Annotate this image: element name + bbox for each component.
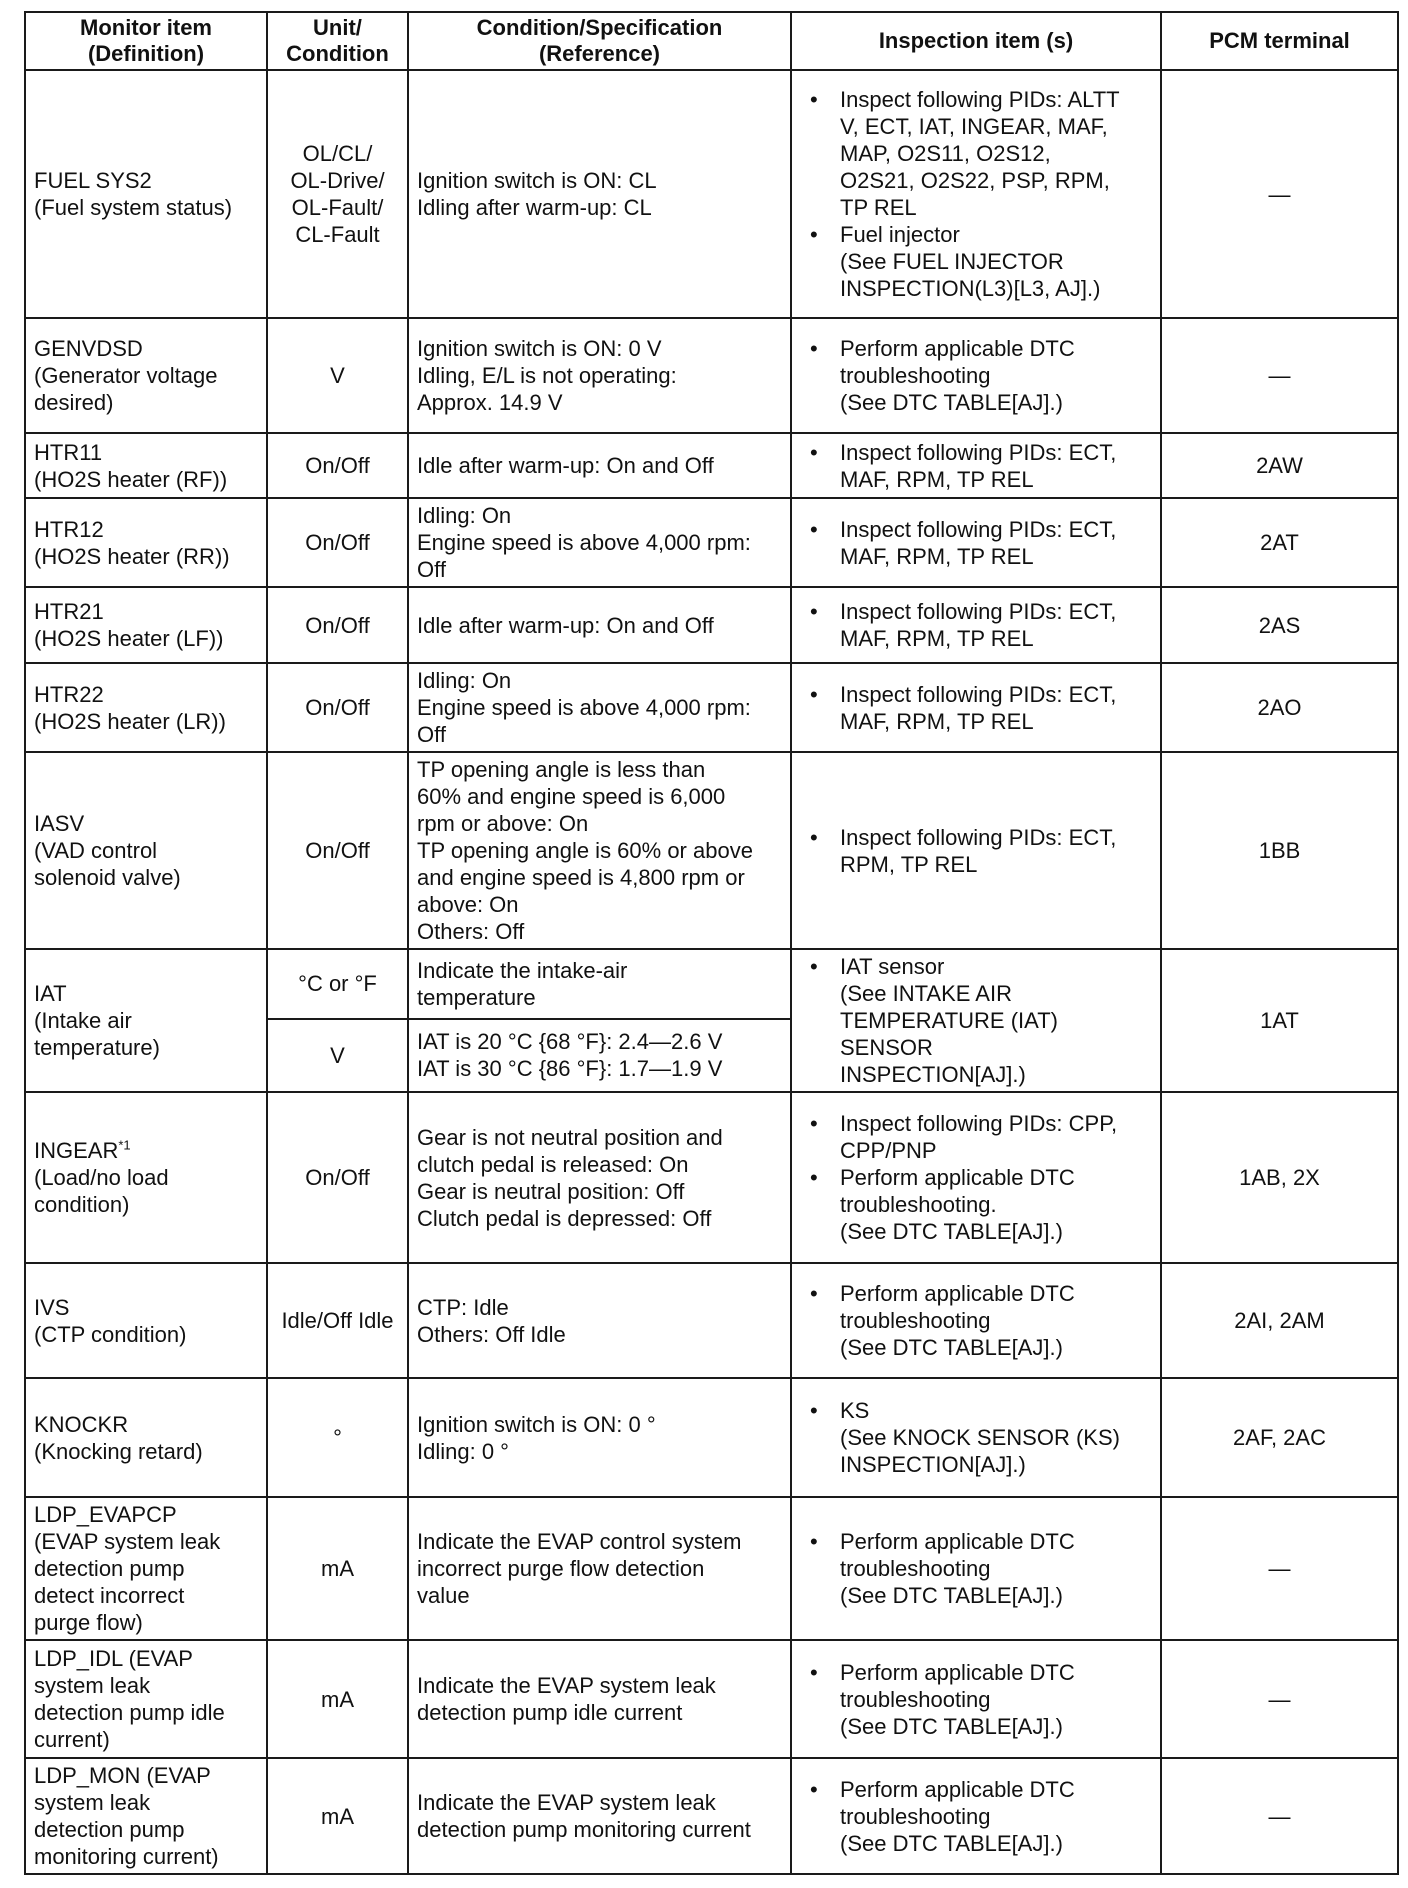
table-row [25, 70, 1398, 318]
unit-cell: Idle/Off Idle [267, 1263, 408, 1378]
condition-cell: Indicate the EVAP control system incorrect purge flow detection value [408, 1497, 791, 1640]
monitor-item-table [24, 11, 1399, 1875]
header-unit: Unit/ Condition [267, 12, 408, 70]
table-row [25, 1378, 1398, 1497]
monitor-item-cell: LDP_IDL (EVAP system leak detection pump idle current) [25, 1640, 267, 1758]
pcm-terminal-cell: 1BB [1161, 752, 1398, 949]
inspection-cell [791, 318, 1161, 433]
table-row [25, 318, 1398, 433]
table-row [25, 587, 1398, 663]
condition-cell: Indicate the EVAP system leak detection pump idle current [408, 1640, 791, 1758]
unit-cell: ° [267, 1378, 408, 1497]
table-row [25, 1497, 1398, 1640]
monitor-item-cell: HTR12 (HO2S heater (RR)) [25, 498, 267, 587]
monitor-item-cell: LDP_EVAPCP (EVAP system leak detection pump detect incorrect purge flow) [25, 1497, 267, 1640]
pcm-terminal-cell: — [1161, 1640, 1398, 1758]
condition-cell: Ignition switch is ON: 0 V Idling, E/L is not operating: Approx. 14.9 V [408, 318, 791, 433]
table-row [25, 1092, 1398, 1263]
inspection-cell [791, 1263, 1161, 1378]
pcm-terminal-cell: — [1161, 1758, 1398, 1874]
table-row [25, 1640, 1398, 1758]
inspection-bullet: • Perform applicable DTC troubleshooting (See DTC TABLE[AJ].) [800, 335, 1152, 416]
inspection-cell [791, 70, 1161, 318]
condition-cell: IAT is 20 °C {68 °F}: 2.4—2.6 V IAT is 30 °C {86 °F}: 1.7—1.9 V [408, 1019, 791, 1092]
header-condition: Condition/Specification (Reference) [408, 12, 791, 70]
inspection-bullet: • Inspect following PIDs: ECT, MAF, RPM, TP REL [800, 598, 1152, 652]
inspection-cell [791, 949, 1161, 1092]
unit-cell: mA [267, 1758, 408, 1874]
pcm-terminal-cell: — [1161, 70, 1398, 318]
unit-cell: On/Off [267, 433, 408, 498]
condition-cell: Ignition switch is ON: CL Idling after warm-up: CL [408, 70, 791, 318]
inspection-bullet: • Inspect following PIDs: CPP, CPP/PNP [800, 1110, 1152, 1164]
monitor-item-cell: KNOCKR (Knocking retard) [25, 1378, 267, 1497]
unit-cell: °C or °F [267, 949, 408, 1019]
inspection-cell [791, 1497, 1161, 1640]
monitor-item-cell: HTR21 (HO2S heater (LF)) [25, 587, 267, 663]
unit-cell: mA [267, 1640, 408, 1758]
table-row [25, 433, 1398, 498]
header-inspection: Inspection item (s) [791, 12, 1161, 70]
inspection-bullet: • Perform applicable DTC troubleshooting. (See DTC TABLE[AJ].) [800, 1164, 1152, 1245]
header-row [25, 12, 1398, 70]
inspection-cell [791, 433, 1161, 498]
monitor-item-cell: GENVDSD (Generator voltage desired) [25, 318, 267, 433]
monitor-item-cell: LDP_MON (EVAP system leak detection pump monitoring current) [25, 1758, 267, 1874]
unit-cell: On/Off [267, 663, 408, 752]
condition-cell: Idling: On Engine speed is above 4,000 rpm: Off [408, 663, 791, 752]
header-monitor-item: Monitor item (Definition) [25, 12, 267, 70]
monitor-item-cell: IAT (Intake air temperature) [25, 949, 267, 1092]
inspection-cell [791, 498, 1161, 587]
table-row [25, 1263, 1398, 1378]
unit-cell: On/Off [267, 498, 408, 587]
footnote-marker: *1 [118, 1137, 131, 1153]
inspection-cell [791, 663, 1161, 752]
condition-cell: Indicate the EVAP system leak detection pump monitoring current [408, 1758, 791, 1874]
pcm-terminal-cell: 2AI, 2AM [1161, 1263, 1398, 1378]
monitor-item-cell: FUEL SYS2 (Fuel system status) [25, 70, 267, 318]
inspection-bullet: • Inspect following PIDs: ECT, MAF, RPM, TP REL [800, 681, 1152, 735]
condition-cell: Idling: On Engine speed is above 4,000 rpm: Off [408, 498, 791, 587]
table-row [25, 1758, 1398, 1874]
inspection-bullet: • Inspect following PIDs: ECT, RPM, TP REL [800, 824, 1152, 878]
inspection-cell [791, 752, 1161, 949]
pcm-terminal-cell: 2AS [1161, 587, 1398, 663]
monitor-item-cell: IVS (CTP condition) [25, 1263, 267, 1378]
inspection-bullet: • Perform applicable DTC troubleshooting (See DTC TABLE[AJ].) [800, 1776, 1152, 1857]
header-pcm-terminal: PCM terminal [1161, 12, 1398, 70]
pcm-terminal-cell: — [1161, 318, 1398, 433]
unit-cell: V [267, 318, 408, 433]
inspection-bullet: • IAT sensor (See INTAKE AIR TEMPERATURE (IAT) SENSOR INSPECTION[AJ].) [800, 953, 1152, 1088]
inspection-bullet: • Inspect following PIDs: ALTT V, ECT, IAT, INGEAR, MAF, MAP, O2S11, O2S12, O2S21, O2S22, PSP, RPM, TP REL [800, 86, 1152, 221]
monitor-item-cell: INGEAR$^{*1}$ (Load/no load condition) [25, 1092, 267, 1263]
table-row [25, 498, 1398, 587]
unit-cell: On/Off [267, 587, 408, 663]
inspection-bullet: • Perform applicable DTC troubleshooting (See DTC TABLE[AJ].) [800, 1280, 1152, 1361]
condition-cell: CTP: Idle Others: Off Idle [408, 1263, 791, 1378]
inspection-cell [791, 1378, 1161, 1497]
inspection-cell [791, 1092, 1161, 1263]
unit-cell: OL/CL/ OL-Drive/ OL-Fault/ CL-Fault [267, 70, 408, 318]
monitor-item-cell: HTR22 (HO2S heater (LR)) [25, 663, 267, 752]
condition-cell: Gear is not neutral position and clutch pedal is released: On Gear is neutral position: Off Clutch pedal is depressed: Off [408, 1092, 791, 1263]
inspection-cell [791, 1758, 1161, 1874]
inspection-cell [791, 587, 1161, 663]
pcm-terminal-cell: 1AB, 2X [1161, 1092, 1398, 1263]
inspection-bullet: • Perform applicable DTC troubleshooting (See DTC TABLE[AJ].) [800, 1528, 1152, 1609]
inspection-bullet: • Fuel injector (See FUEL INJECTOR INSPECTION(L3)[L3, AJ].) [800, 221, 1152, 302]
condition-cell: Idle after warm-up: On and Off [408, 587, 791, 663]
inspection-bullet: • KS (See KNOCK SENSOR (KS) INSPECTION[AJ].) [800, 1397, 1152, 1478]
table-row [25, 949, 1398, 1019]
unit-cell: V [267, 1019, 408, 1092]
table-row [25, 663, 1398, 752]
pcm-terminal-cell: 2AO [1161, 663, 1398, 752]
item-name: INGEAR [34, 1138, 119, 1163]
unit-cell: mA [267, 1497, 408, 1640]
condition-cell: TP opening angle is less than 60% and engine speed is 6,000 rpm or above: On TP opening angle is 60% or above and engine speed is 4,800 rpm or above: On Others: Off [408, 752, 791, 949]
pcm-terminal-cell: 1AT [1161, 949, 1398, 1092]
unit-cell: On/Off [267, 1092, 408, 1263]
table-row [25, 752, 1398, 949]
monitor-item-cell: IASV (VAD control solenoid valve) [25, 752, 267, 949]
pcm-terminal-cell: 2AT [1161, 498, 1398, 587]
inspection-bullet: • Perform applicable DTC troubleshooting (See DTC TABLE[AJ].) [800, 1659, 1152, 1740]
inspection-cell [791, 1640, 1161, 1758]
inspection-bullet: • Inspect following PIDs: ECT, MAF, RPM, TP REL [800, 439, 1152, 493]
pcm-terminal-cell: 2AW [1161, 433, 1398, 498]
unit-cell: On/Off [267, 752, 408, 949]
condition-cell: Ignition switch is ON: 0 ° Idling: 0 ° [408, 1378, 791, 1497]
condition-cell: Idle after warm-up: On and Off [408, 433, 791, 498]
inspection-bullet: • Inspect following PIDs: ECT, MAF, RPM, TP REL [800, 516, 1152, 570]
pcm-terminal-cell: — [1161, 1497, 1398, 1640]
pcm-terminal-cell: 2AF, 2AC [1161, 1378, 1398, 1497]
condition-cell: Indicate the intake-air temperature [408, 949, 791, 1019]
monitor-item-cell: HTR11 (HO2S heater (RF)) [25, 433, 267, 498]
